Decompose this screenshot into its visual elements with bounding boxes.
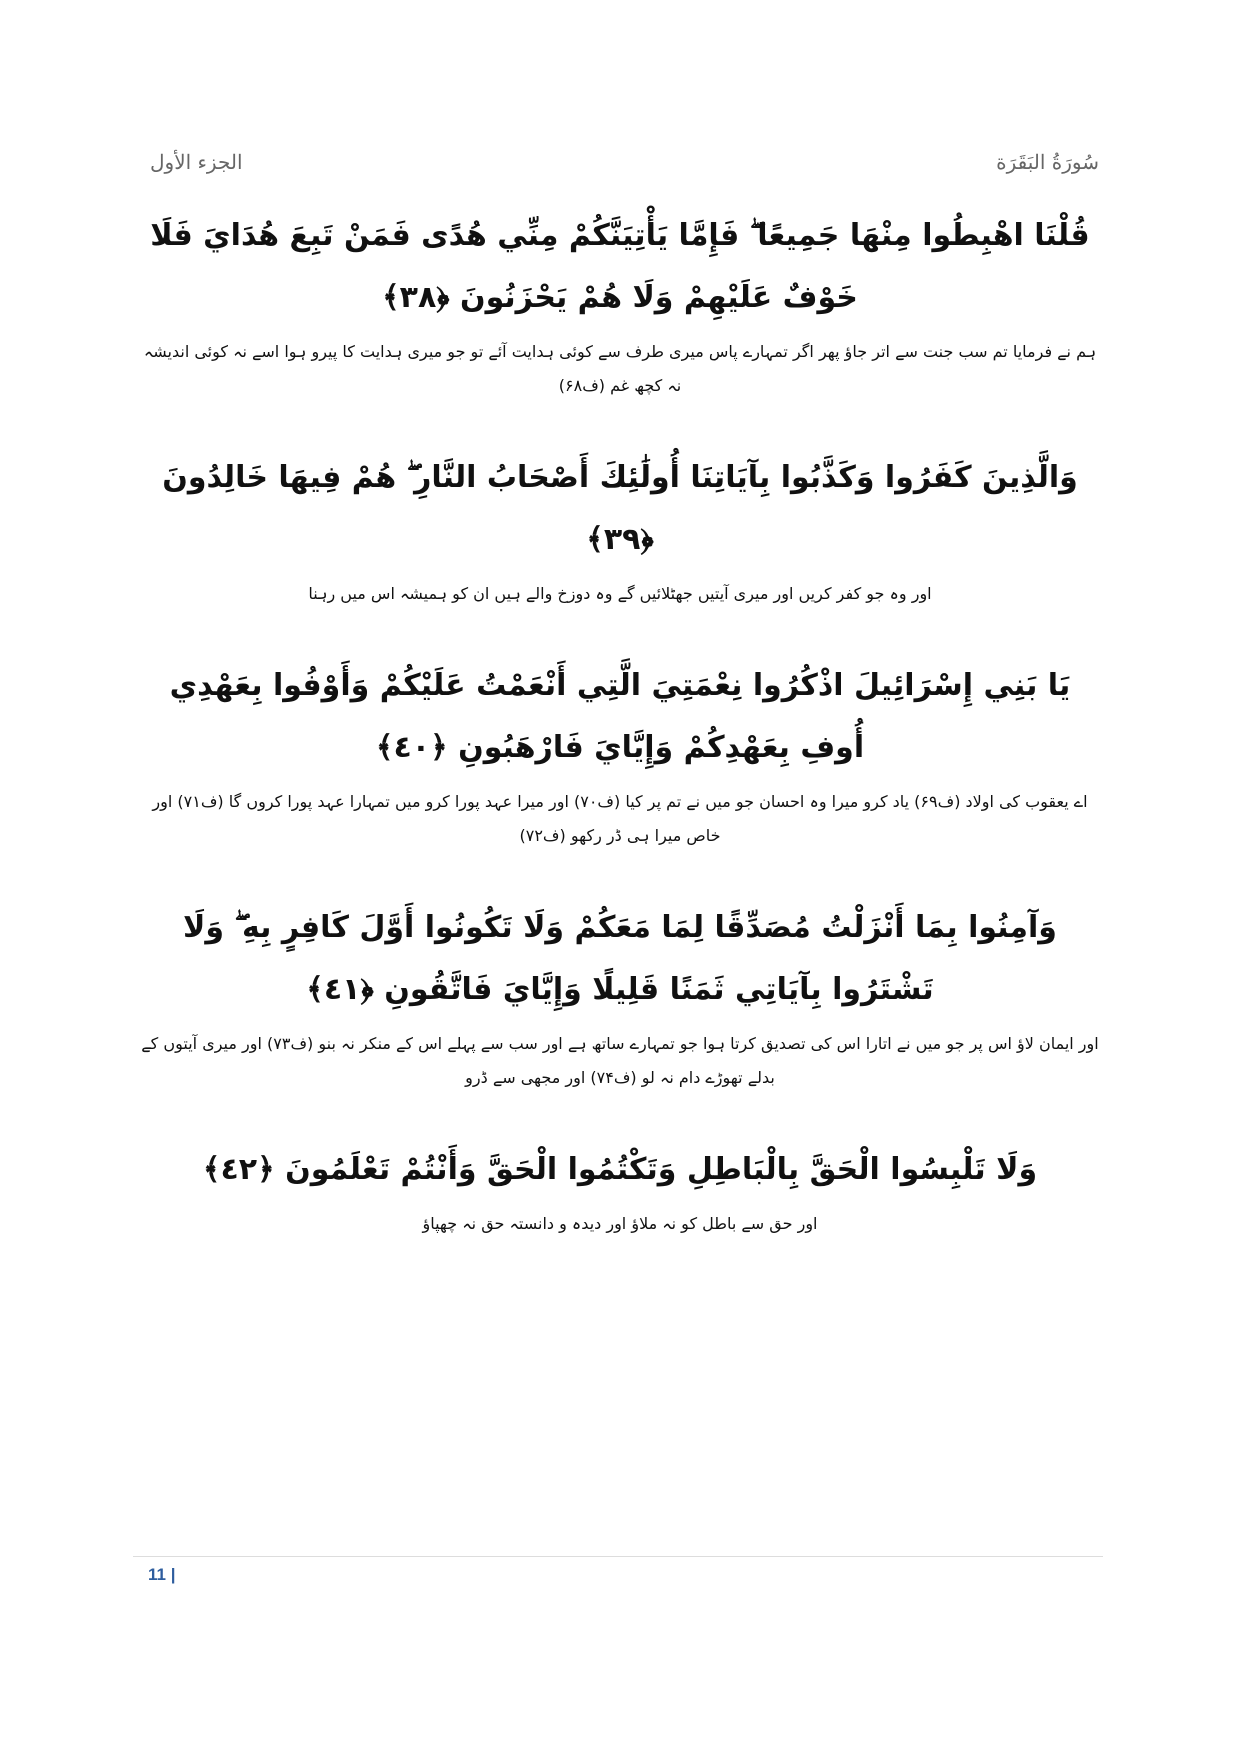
surah-header: سُورَةُ البَقَرَة <box>996 150 1099 174</box>
juz-header: الجزء الأول <box>150 150 243 174</box>
verses-list <box>140 205 1100 1241</box>
verse-40 <box>140 655 1100 853</box>
verse-arabic: يَا بَنِي إِسْرَائِيلَ اذْكُرُوا نِعْمَتِيَ الَّتِي أَنْعَمْتُ عَلَيْكُمْ وَأَوْفُوا بِعَهْدِي أُوفِ بِعَهْدِكُمْ وَإِيَّايَ فَارْهَبُونِ ﴿٤٠﴾ <box>169 668 1071 765</box>
verse-translation: اور حق سے باطل کو نہ ملاؤ اور دیدہ و دانستہ حق نہ چھپاؤ <box>422 1214 818 1233</box>
verse-arabic: قُلْنَا اهْبِطُوا مِنْهَا جَمِيعًا ۖ فَإِمَّا يَأْتِيَنَّكُمْ مِنِّي هُدًى فَمَنْ تَبِعَ هُدَايَ فَلَا خَوْفٌ عَلَيْهِمْ وَلَا هُمْ يَحْزَنُونَ ﴿٣٨﴾ <box>150 218 1090 315</box>
page-number: 11 | <box>148 1565 176 1584</box>
verse-arabic: وَآمِنُوا بِمَا أَنْزَلْتُ مُصَدِّقًا لِمَا مَعَكُمْ وَلَا تَكُونُوا أَوَّلَ كَافِرٍ بِهِ ۖ وَلَا تَشْتَرُوا بِآيَاتِي ثَمَنًا قَلِيلًا وَإِيَّايَ فَاتَّقُونِ ﴿٤١﴾ <box>183 910 1057 1007</box>
verse-42 <box>140 1139 1100 1241</box>
footer-divider <box>133 1556 1103 1557</box>
verse-39 <box>140 447 1100 611</box>
verse-translation: اور ایمان لاؤ اس پر جو میں نے اتارا اس کی تصدیق کرتا ہوا جو تمہارے ساتھ ہے اور سب سے پہلے اس کے منکر نہ بنو (ف۷۳) اور میری آیتوں کے بدلے تھوڑے دام نہ لو (ف۷۴) اور مجھی سے ڈرو <box>141 1034 1099 1087</box>
verse-41 <box>140 897 1100 1095</box>
verse-38 <box>140 205 1100 403</box>
verse-arabic: وَالَّذِينَ كَفَرُوا وَكَذَّبُوا بِآيَاتِنَا أُولَٰئِكَ أَصْحَابُ النَّارِ ۖ هُمْ فِيهَا خَالِدُونَ ﴿٣٩﴾ <box>162 460 1078 557</box>
verse-translation: ہم نے فرمایا تم سب جنت سے اتر جاؤ پھر اگر تمہارے پاس میری طرف سے کوئی ہدایت آئے تو جو میری ہدایت کا پیرو ہوا اسے نہ کوئی اندیشہ نہ کچھ غم (ف۶۸) <box>143 342 1097 395</box>
verse-arabic: وَلَا تَلْبِسُوا الْحَقَّ بِالْبَاطِلِ وَتَكْتُمُوا الْحَقَّ وَأَنْتُمْ تَعْلَمُونَ ﴿٤٢﴾ <box>202 1152 1038 1187</box>
verse-translation: اے یعقوب کی اولاد (ف۶۹) یاد کرو میرا وہ احسان جو میں نے تم پر کیا (ف۷۰) اور میرا عہد پورا کرو میں تمہارا عہد پورا کروں گا (ف۷۱) اور خاص میرا ہی ڈر رکھو (ف۷۲) <box>152 792 1088 845</box>
verse-translation: اور وہ جو کفر کریں اور میری آیتیں جھٹلائیں گے وہ دوزخ والے ہیں ان کو ہمیشہ اس میں رہنا <box>308 584 932 603</box>
